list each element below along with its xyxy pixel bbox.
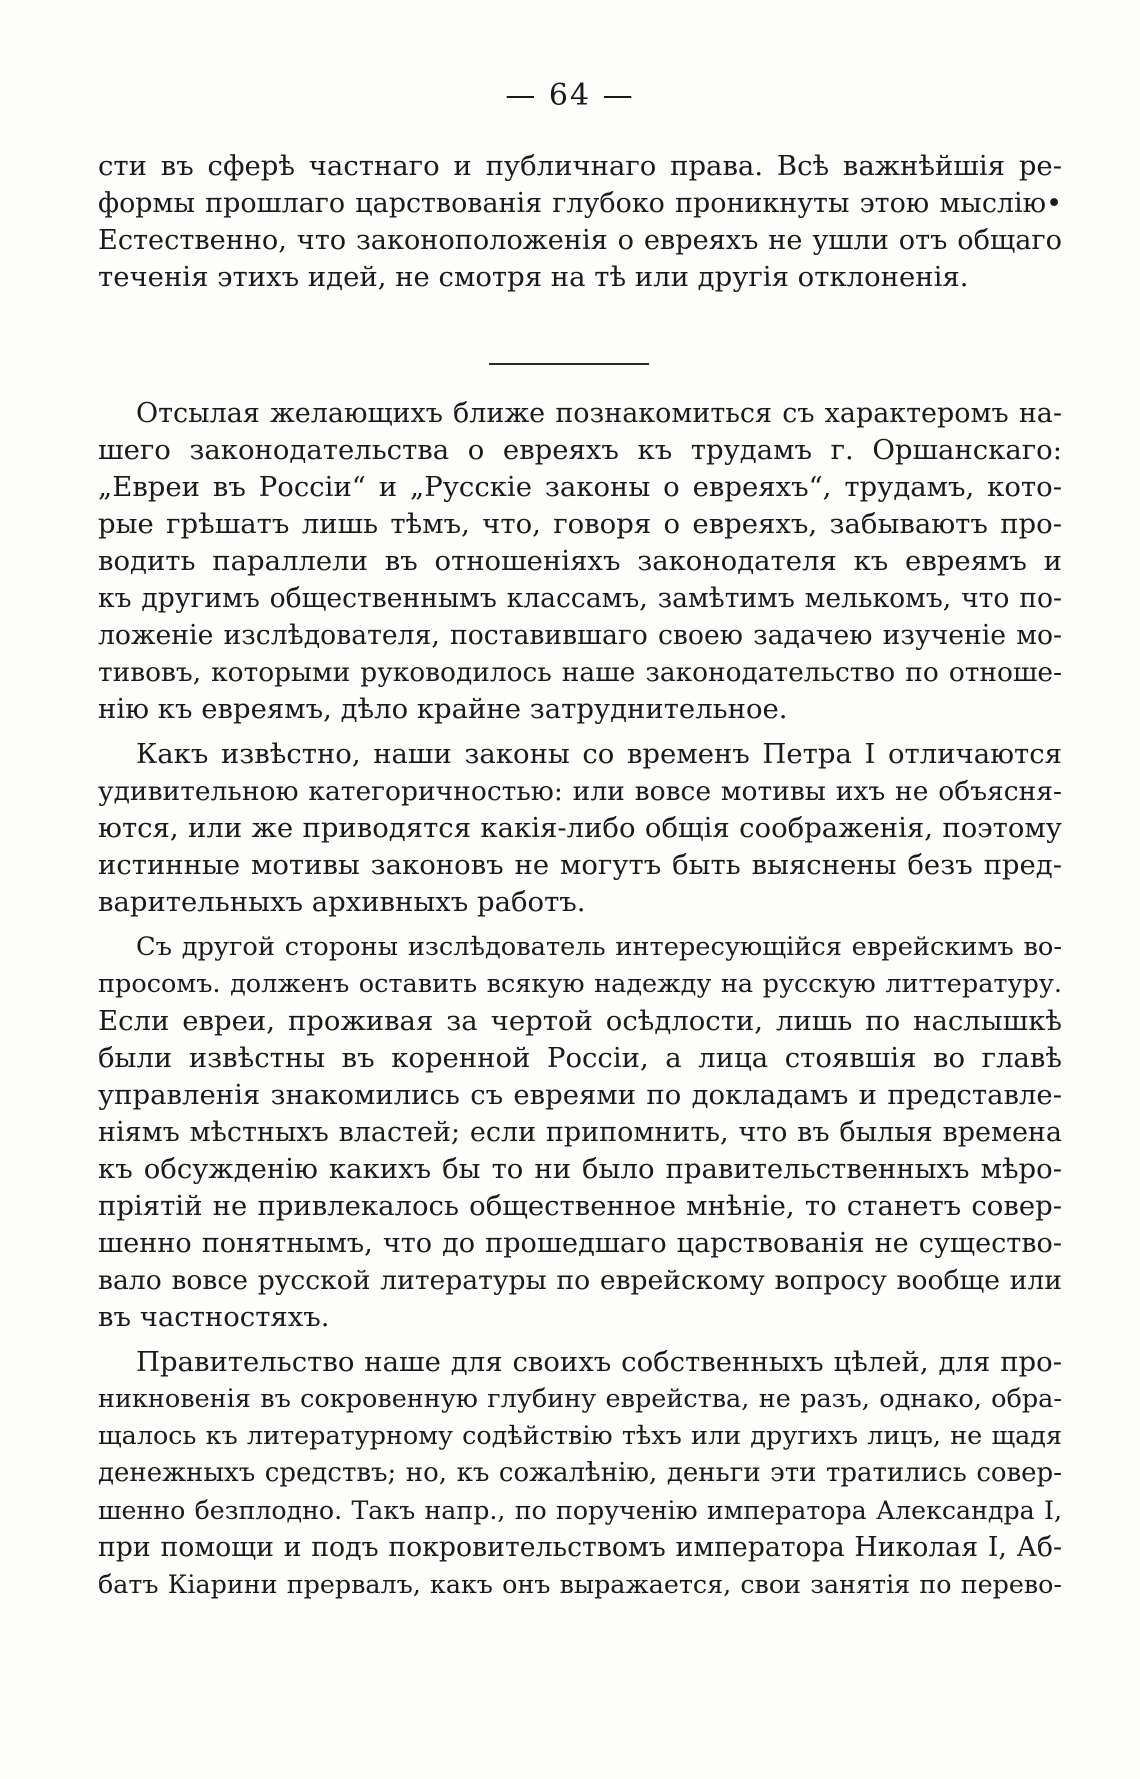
text-line: управленія знакомились съ евреями по докладамъ и представле- xyxy=(98,1079,1062,1111)
text-line: тивовъ, которыми руководилось наше законодательство по отноше- xyxy=(98,657,1062,688)
text-line: къ другимъ общественнымъ классамъ, замѣтимъ мелькомъ, что по- xyxy=(98,583,1062,614)
paragraph xyxy=(98,1344,1062,1603)
text-line: „Евреи въ Россіи“ и „Русскіе законы о евреяхъ“, трудамъ, кото- xyxy=(98,471,1062,503)
text-line: шенно безплодно. Такъ напр., по порученію императора Александра I, xyxy=(98,1496,1062,1525)
text-line: Правительство наше для своихъ собственныхъ цѣлей, для про- xyxy=(136,1346,1062,1378)
text-line: пріятій не привлекалось общественное мнѣніе, то станетъ совер- xyxy=(98,1190,1062,1222)
text-line: ются, или же приводятся какія-либо общія соображенія, поэтому xyxy=(98,812,1062,844)
text-line: Какъ извѣстно, наши законы со временъ Петра I отличаются xyxy=(136,738,1062,770)
paragraph xyxy=(98,736,1062,921)
text-line: были извѣстны въ коренной Россіи, а лица стоявшія во главѣ xyxy=(98,1042,1062,1074)
text-line: формы прошлаго царствованія глубоко проникнуты этою мыслію• xyxy=(98,188,1062,219)
paragraph xyxy=(98,395,1062,728)
text-line: щалось къ литературному содѣйствію тѣхъ или другихъ лицъ, не щадя xyxy=(98,1421,1062,1451)
text-line: къ обсужденію какихъ бы то ни было правительственныхъ мѣро- xyxy=(98,1153,1062,1185)
main-text xyxy=(98,395,1062,1611)
text-line: ложеніе изслѣдователя, поставившаго своею задачею изученіе мо- xyxy=(98,620,1062,651)
text-line: сти въ сферѣ частнаго и публичнаго права. Всѣ важнѣйшія ре- xyxy=(98,150,1062,182)
text-line: нію къ евреямъ, дѣло крайне затруднительное. xyxy=(98,693,788,725)
text-line: при помощи и подъ покровительствомъ императора Николая I, Аб- xyxy=(98,1532,1062,1563)
text-line: Естественно, что законоположенія о евреяхъ не ушли отъ общаго xyxy=(98,225,1062,256)
text-line: шего законодательства о евреяхъ къ трудамъ г. Оршанскаго: xyxy=(98,434,1062,466)
page-number: — 64 — xyxy=(505,78,635,113)
text-line: денежныхъ средствъ; но, къ сожалѣнію, деньги эти тратились совер- xyxy=(98,1458,1062,1488)
text-line: вало вовсе русской литературы по еврейскому вопросу вообще или xyxy=(98,1265,1062,1296)
text-line: никновенія въ сокровенную глубину еврейства, не разъ, однако, обра- xyxy=(98,1384,1062,1414)
text-line: теченія этихъ идей, не смотря на тѣ или другія отклоненія. xyxy=(98,261,969,293)
text-line: рые грѣшатъ лишь тѣмъ, что, говоря о евреяхъ, забываютъ про- xyxy=(98,508,1062,540)
text-line: просомъ. долженъ оставить всякую надежду на русскую литтературу. xyxy=(98,969,1062,999)
text-line: водить параллели въ отношеніяхъ законодателя къ евреямъ и xyxy=(98,545,1062,577)
paragraph xyxy=(98,929,1062,1336)
text-line: въ частностяхъ. xyxy=(98,1301,330,1333)
text-line: шенно понятнымъ, что до прошедшаго царствованія не существо- xyxy=(98,1228,1062,1259)
text-line: батъ Кіарини прервалъ, какъ онъ выражается, свои занятія по перево- xyxy=(98,1569,1062,1599)
text-line: удивительною категоричностью: или вовсе мотивы ихъ не объясня- xyxy=(98,776,1062,807)
text-line: Отсылая желающихъ ближе познакомиться съ характеромъ на- xyxy=(136,398,1062,429)
text-line: ніямъ мѣстныхъ властей; если припомнить, что въ былыя времена xyxy=(98,1117,1062,1148)
text-line: истинные мотивы законовъ не могутъ быть выяснены безъ пред- xyxy=(98,849,1062,881)
text-line: Съ другой стороны изслѣдователь интересующійся еврейскимъ во- xyxy=(136,932,1062,962)
text-line: Если евреи, проживая за чертой осѣдлости, лишь по наслышкѣ xyxy=(98,1005,1062,1037)
text-line: варительныхъ архивныхъ работъ. xyxy=(98,886,586,918)
section-separator xyxy=(489,363,649,365)
top-paragraph xyxy=(98,148,1062,296)
